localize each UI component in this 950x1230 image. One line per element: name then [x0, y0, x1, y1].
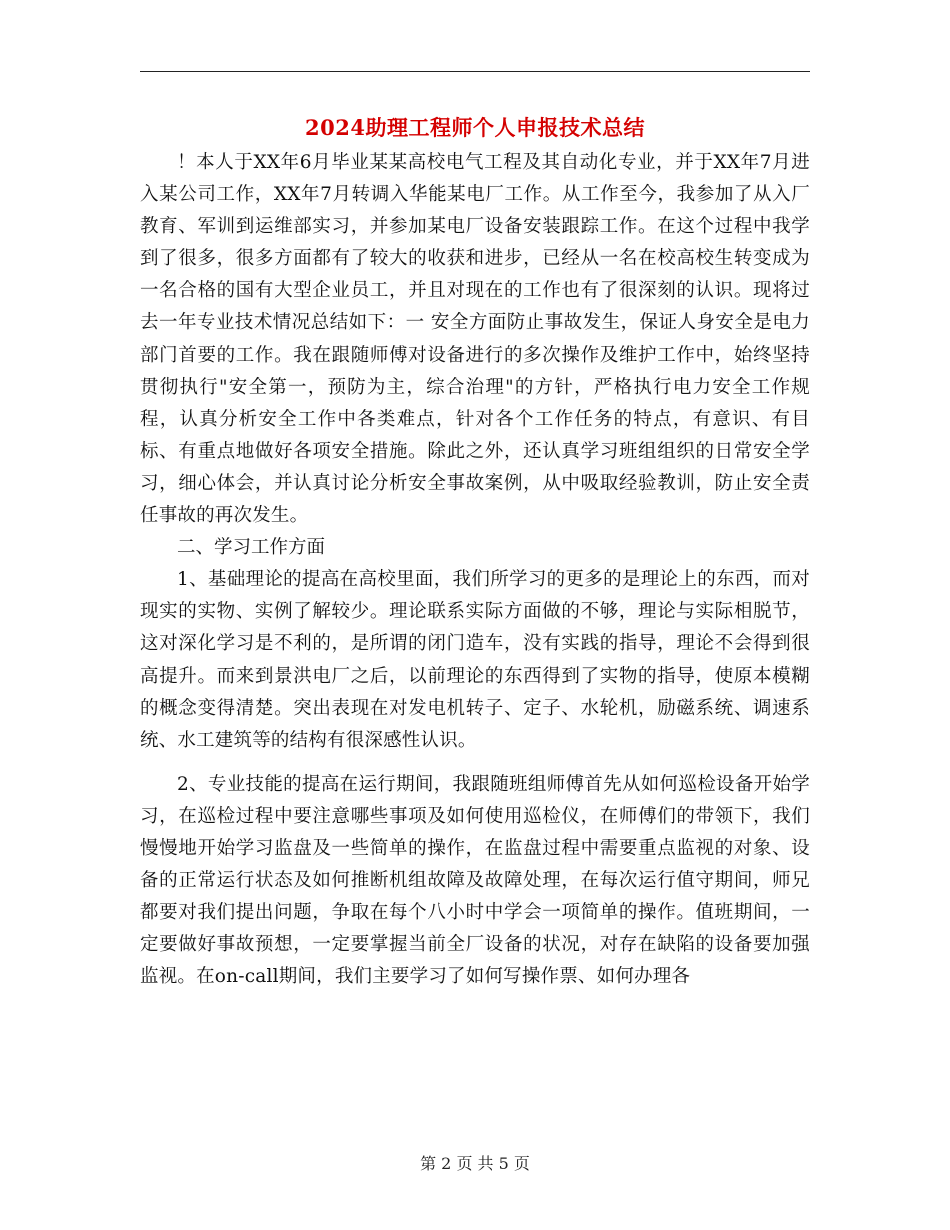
document-body: [140, 147, 810, 993]
section-heading-study-work: 二、学习工作方面: [177, 537, 326, 559]
paragraph-spacer: [140, 757, 810, 769]
intro-paragraph: ！本人于XX年6月毕业某某高校电气工程及其自动化专业，并于XX年7月进入某公司工作，XX年7月转调入华能某电厂工作。从工作至今，我参加了从入厂教育、军训到运维部实习，并参加某电厂设备安装跟踪工作。在这个过程中我学到了很多，很多方面都有了较大的收获和进步，已经从一名在校高校生转变成为一名合格的国有大型企业员工，并且对现在的工作也有了很深刻的认识。现将过去一年专业技术情况总结如下：一 安全方面防止事故发生，保证人身安全是电力部门首要的工作。我在跟随师傅对设备进行的多次操作及维护工作中，始终坚持贯彻执行"安全第一，预防为主，综合治理"的方针，严格执行电力安全工作规程，认真分析安全工作中各类难点，针对各个工作任务的特点，有意识、有目标、有重点地做好各项安全措施。除此之外，还认真学习班组组织的日常安全学习，细心体会，并认真讨论分析安全事故案例，从中吸取经验教训，防止安全责任事故的再次发生。: [140, 152, 810, 527]
item-1-paragraph: 1、基础理论的提高在高校里面，我们所学习的更多的是理论上的东西，而对现实的实物、实例了解较少。理论联系实际方面做的不够，理论与实际相脱节，这对深化学习是不利的，是所谓的闭门造车，没有实践的指导，理论不会得到很高提升。而来到景洪电厂之后，以前理论的东西得到了实物的指导，使原本模糊的概念变得清楚。突出表现在对发电机转子、定子、水轮机，励磁系统、调速系统、水工建筑等的结构有很深感性认识。: [140, 569, 810, 751]
header-rule: [140, 71, 810, 72]
item-2-paragraph: 2、专业技能的提高在运行期间，我跟随班组师傅首先从如何巡检设备开始学习，在巡检过程中要注意哪些事项及如何使用巡检仪，在师傅们的带领下，我们慢慢地开始学习监盘及一些简单的操作，在监盘过程中需要重点监视的对象、设备的正常运行状态及如何推断机组故障及故障处理，在每次运行值守期间，师兄都要对我们提出问题，争取在每个八小时中学会一项简单的操作。值班期间，一定要做好事故预想，一定要掌握当前全厂设备的状况，对存在缺陷的设备要加强监视。在on-call期间，我们主要学习了如何写操作票、如何办理各: [140, 773, 810, 988]
page-number-footer: 第 2 页 共 5 页: [420, 1154, 530, 1173]
document-title: 2024助理工程师个人申报技术总结: [305, 115, 645, 140]
